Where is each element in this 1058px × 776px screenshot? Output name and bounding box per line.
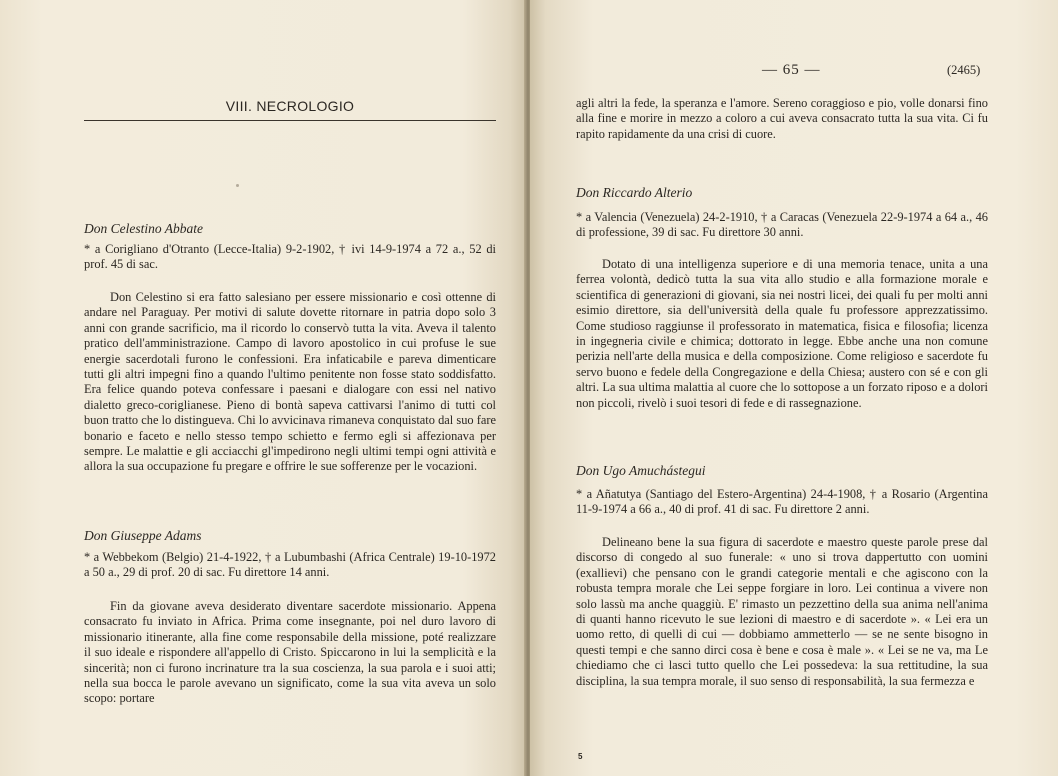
entry-vital-abbate: * a Corigliano d'Otranto (Lecce-Italia) 9-2-1902, † ivi 14-9-1974 a 72 a., 52 di prof. 45 di sac. xyxy=(84,242,496,272)
entry-name-alterio: Don Riccardo Alterio xyxy=(576,185,693,200)
footer-mark: 5 xyxy=(578,752,583,761)
entry-text-adams: Fin da giovane aveva desiderato diventare sacerdote missionario. Appena consacrato fu inviato in Africa. Prima come insegnante, poi nel duro lavoro di missionario itinerante, alla fine come responsabile della missione, poté realizzare il suo ideale e rispondere all'appello di Cristo. Spiccarono in lui la semplicità e la sincerità; non ci furono incrinature tra la sua coscienza, la sua parola e i suoi atti; nella sua bocca le parole avevano un significato, come la sua vita aveva un solo scopo: portare xyxy=(84,599,496,706)
continuation-text: agli altri la fede, la speranza e l'amore. Sereno coraggioso e pio, volle donarsi fino alla fine e morire in mezzo a coloro a cui aveva consacrato tutta la sua vita. Ci fu rapito rapidamente da una crisi di cuore. xyxy=(576,96,988,141)
page-number: — 65 — xyxy=(762,62,821,78)
entry-text-alterio: Dotato di una intelligenza superiore e di una memoria tenace, unita a una ferrea volontà, dedicò tutta la sua vita allo studio e alla formazione morale e scientifica di generazioni di giovani, sia nei nostri licei, dei quali fu per molti anni esimio direttore, sia dell'università della quale fu professore apprezzatissimo. Come studioso raggiunse il professorato in matematica, fisica e filosofia; licenza in ingegneria civile e chimica; dottorato in legge. Ebbe anche una non comune perizia nell'arte della musica e della composizione. Come religioso e sacerdote fu servo buono e fedele della Congregazione e della Chiesa; austero con sé e con gli altri. La sua ultima malattia al cuore che lo sottopose a un forzato riposo e a dolori non piccoli, rivelò i suoi tesori di fede e di rassegnazione. xyxy=(576,257,988,410)
entry-vital-amuchastegui: * a Añatutya (Santiago del Estero-Argentina) 24-4-1908, † a Rosario (Argentina 11-9-1974 a 66 a., 40 di prof. 41 di sac. Fu direttore 2 anni. xyxy=(576,487,988,517)
entry-text-abbate: Don Celestino si era fatto salesiano per essere missionario e così ottenne di andare nel Paraguay. Per motivi di salute dovette ritornare in patria dopo solo 3 anni con grande sacrificio, ma il ricordo lo conservò tutta la vita. Aveva il talento pratico dell'amministrazione. Campo di lavoro apostolico in cui profuse le sue energie sacerdotali furono le confessioni. Era infaticabile e pareva dimenticare tutti gli altri impegni fino a quando l'ultimo penitente non fosse stato soddisfatto. Era felice quando poteva confessare i paesani e dialogare con essi nel nativo dialetto greco-coriglianese. Pieno di bontà sapeva cattivarsi l'animo di tutti col buon tratto che lo distingueva. Chi lo avvicinava rimaneva conquistato dal suo fare bonario e faceto e nello stesso tempo schietto e fermo egli si affezionava per sempre. Le malattie e gli acciacchi gl'impedirono negli ultimi tempi ogni attività e allora la sua occupazione fu pregare e offrire le sue sofferenze per le vocazioni. xyxy=(84,290,496,474)
page-code: (2465) xyxy=(947,63,981,77)
entry-vital-adams: * a Webbekom (Belgio) 21-4-1922, † a Lubumbashi (Africa Centrale) 19-10-1972 a 50 a., 29 di prof. 20 di sac. Fu direttore 14 anni. xyxy=(84,550,496,580)
entry-text-amuchastegui: Delineano bene la sua figura di sacerdote e maestro queste parole prese dal discorso di congedo al suo funerale: « uno si trova dappertutto con uomini (exallievi) che pensano con le grandi categorie mentali e che agiscono con la robusta tempra morale che Lei seppe forgiare in loro. Lei continua a vivere non solo lassù ma anche quaggiù. E' rimasto un pezzettino della sua anima nell'anima di quanti hanno ricevuto le sue lezioni di maestro e di sacerdote ». « Lei era un uomo retto, di quelli di cui — dobbiamo ammetterlo — se ne sente bisogno in questi tempi e che sanno dirci cosa è bene e cosa è male ». « Lei se ne va, ma Le chiediamo che ci lasci tutto quello che Lei possedeva: la sua rettitudine, la sua disciplina, la sua tempra morale, il suo senso di responsabilità, la sua fermezza e xyxy=(576,535,988,688)
entry-name-abbate: Don Celestino Abbate xyxy=(84,221,203,236)
entry-name-amuchastegui: Don Ugo Amuchástegui xyxy=(576,463,706,478)
left-page xyxy=(0,0,526,776)
paper-speck xyxy=(236,184,239,187)
entry-vital-alterio: * a Valencia (Venezuela) 24-2-1910, † a Caracas (Venezuela 22-9-1974 a 64 a., 46 di professione, 39 di sac. Fu direttore 30 anni. xyxy=(576,210,988,240)
right-page xyxy=(530,0,1058,776)
chapter-rule xyxy=(84,120,496,121)
chapter-title: VIII. NECROLOGIO xyxy=(225,98,355,114)
entry-name-adams: Don Giuseppe Adams xyxy=(84,528,202,543)
